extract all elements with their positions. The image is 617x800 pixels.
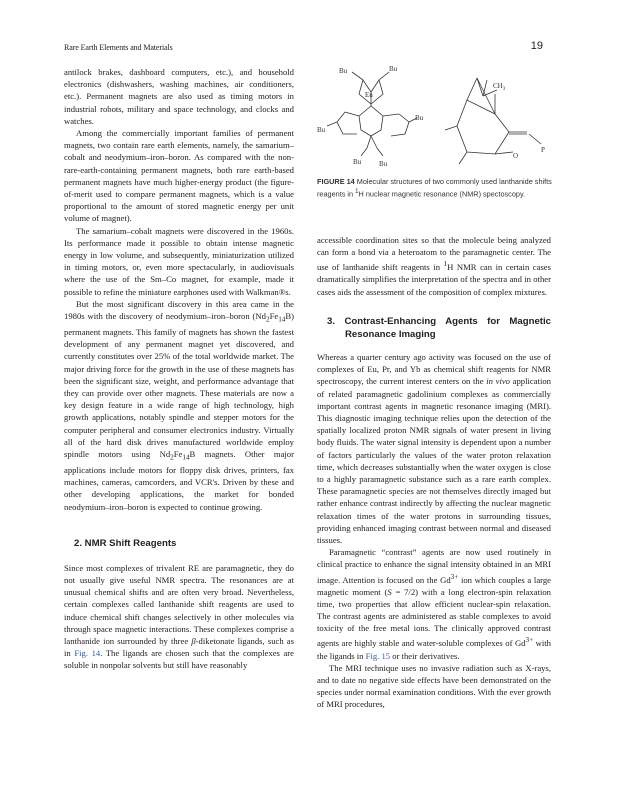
section-heading-nmr-shift-reagents: 2. NMR Shift Reagents bbox=[74, 537, 177, 549]
label-tbu-right: Bu bbox=[415, 114, 424, 122]
label-tbu-left: Bu bbox=[317, 126, 326, 134]
figure-14-caption: FIGURE 14 Molecular structures of two commonly used lanthanide shifts reagents in $^1$H nuclear magnetic resonance (NMR) spectoscopy. bbox=[317, 177, 552, 199]
figure-14-link[interactable]: Fig. 14 bbox=[74, 648, 101, 659]
label-eu: Eu bbox=[365, 91, 373, 99]
left-column bbox=[64, 66, 294, 672]
label-ch3: $CH_3$ bbox=[493, 82, 506, 92]
paragraph-shift-reagent-use: accessible coordination sites so that the molecule being analyzed can form a bond via a heteroatom to the paramagnetic center. The use of lanthanide shift reagents in $^1$H NMR can in certain cases dramatically simplifies the interpretation of the spectra and in other cases aids the assessment of the composition of complex mixtures. bbox=[317, 235, 551, 297]
paragraph-mri-safety: The MRI technique uses no invasive radiation such as X-rays, and to date no negative side effects have been demonstrated on the species under normal examination conditions. With the ever growth of MRI procedures, bbox=[317, 662, 551, 710]
running-title: Rare Earth Elements and Materials bbox=[64, 43, 173, 52]
paragraph-permanent-magnet-uses: antilock brakes, dashboard computers, etc.), and household electronics (dishwashers, washing machines, air conditioners, etc.). Permanent magnets are also used as timing motors in industrial robots, military and space technology, and clocks and watches. bbox=[64, 67, 294, 126]
paragraph-gd-contrast-agents: Paramagnetic “contrast” agents are now used routinely in clinical practice to enhance the signal intensity obtained in an MRI image. Attention is focused on the $Gd^{3+}$ ion which couples a large magnetic moment (S = 7/2) with a long electron-spin relaxation time, two properties that allow efficient nuclear-spin relaxation. The contrast agents are administered as stable complexes to avoid toxicity of the free metal ions. The clinically approved contrast agents are highly stable and water-soluble complexes of $Gd^{3+}$ with the ligands in Fig. 15 or their derivatives. bbox=[317, 547, 551, 661]
right-column bbox=[317, 234, 551, 711]
paragraph-magnet-families: Among the commercially important families of permanent magnets, two contain rare earth elements, namely, the samarium–cobalt and neodymium–iron–boron. As compared with the non-rare-earth-containing permanent magnets, both rare earth-based permanent magnets have much higher-energy product (the figure-of-merit used to compare permanent magnets, which is a value proportional to the amount of stored magnetic energy per unit volume of magnet). bbox=[64, 128, 294, 224]
label-tbu-bottom-1: Bu bbox=[353, 158, 362, 166]
label-tbu-top-right: Bu bbox=[389, 65, 398, 73]
paragraph-mri-background: Whereas a quarter century ago activity was focused on the use of complexes of Eu, Pr, and Yb as chemical shift reagents for NMR spectroscopy, the current interest centers on the in vivo application of related paramagnetic gadolinium complexes as commercially important contrast agents in magnetic resonance imaging (MRI). This diagnostic imaging technique relies upon the detection of the spatially localized proton NMR signals of water present in living body fluids. The water signal intensity is dependent upon a number of factors particularly the values of the water proton relaxation time, which decreases substantially when the water oxygen is close to a highly paramagnetic substance such as a rare earth complex. These paramagnetic species are not themselves directly imaged but rather enhance contrast indirectly by affecting the nuclear magnetic relaxation times of the water protons in surrounding tissues, providing enhanced imaging contrast between normal and diseased tissues. bbox=[317, 351, 551, 545]
label-tbu-top-left: Bu bbox=[339, 67, 348, 75]
label-tbu-bottom-2: Bu bbox=[379, 160, 388, 168]
paragraph-nmr-shift-reagents: Since most complexes of trivalent RE are paramagnetic, they do not usually give useful NMR spectra. The resonances are at unusual chemical shifts and are often very broad. Nevertheless, certain complexes called lanthanide shift reagents are used to induce chemical shift changes selectively in other molecules via through space magnetic interactions. These complexes comprise a lanthanide ion surrounded by three β-diketonate ligands, such as in Fig. 14. The ligands are chosen such that the complexes are soluble in nonpolar solvents but still have reasonably bbox=[64, 562, 295, 671]
paragraph-sm-co-magnets: The samarium–cobalt magnets were discovered in the 1960s. Its performance made it possible to obtain intense magnetic energy in low volume, and subsequently, miniaturization utilized in timing motors, or, even more spectacularly, in audiovisuals where the use of the Sm–Co magnet, for example, made it possible to refine the miniature earphones used with Walkman®s. bbox=[64, 225, 294, 297]
section-heading-mri-contrast-agents: 3. Contrast-Enhancing Agents for Magnetic Resonance Imaging bbox=[327, 315, 551, 340]
page-number: 19 bbox=[530, 40, 543, 52]
label-oxygen: O bbox=[513, 152, 519, 160]
figure-15-link[interactable]: Fig. 15 bbox=[365, 650, 391, 661]
label-metal: P bbox=[541, 146, 545, 154]
figure-14-structures bbox=[317, 60, 557, 172]
paragraph-nd-fe-b-magnets: But the most significant discovery in this area came in the 1980s with the discovery of neodymium–iron–boron $(Nd_2Fe_{14}B)$ permanent magnets. This family of magnets has shown the fastest development of any permanent magnet yet discovered, and currently constitutes over 25% of the total worldwide market. The major driving force for the growth in the use of these magnets has been the significant size, weight, and performance advantage that they can provide over other magnets. These materials are now a key design feature in a wide range of high technology, high growth applications, notably spindle and stepper motors for the computer peripheral and consumer electronics industry. Virtually all of the hard disk drives manufactured worldwide employ spindle motors using $Nd_2Fe_{14}B$ magnets. Other major applications include motors for floppy disk drives, printers, fax machines, cameras, camcorders, and VCR's. Driven by these and other developing applications, the market for bonded neodymium–iron–boron is expected to continue growing. bbox=[64, 298, 294, 512]
